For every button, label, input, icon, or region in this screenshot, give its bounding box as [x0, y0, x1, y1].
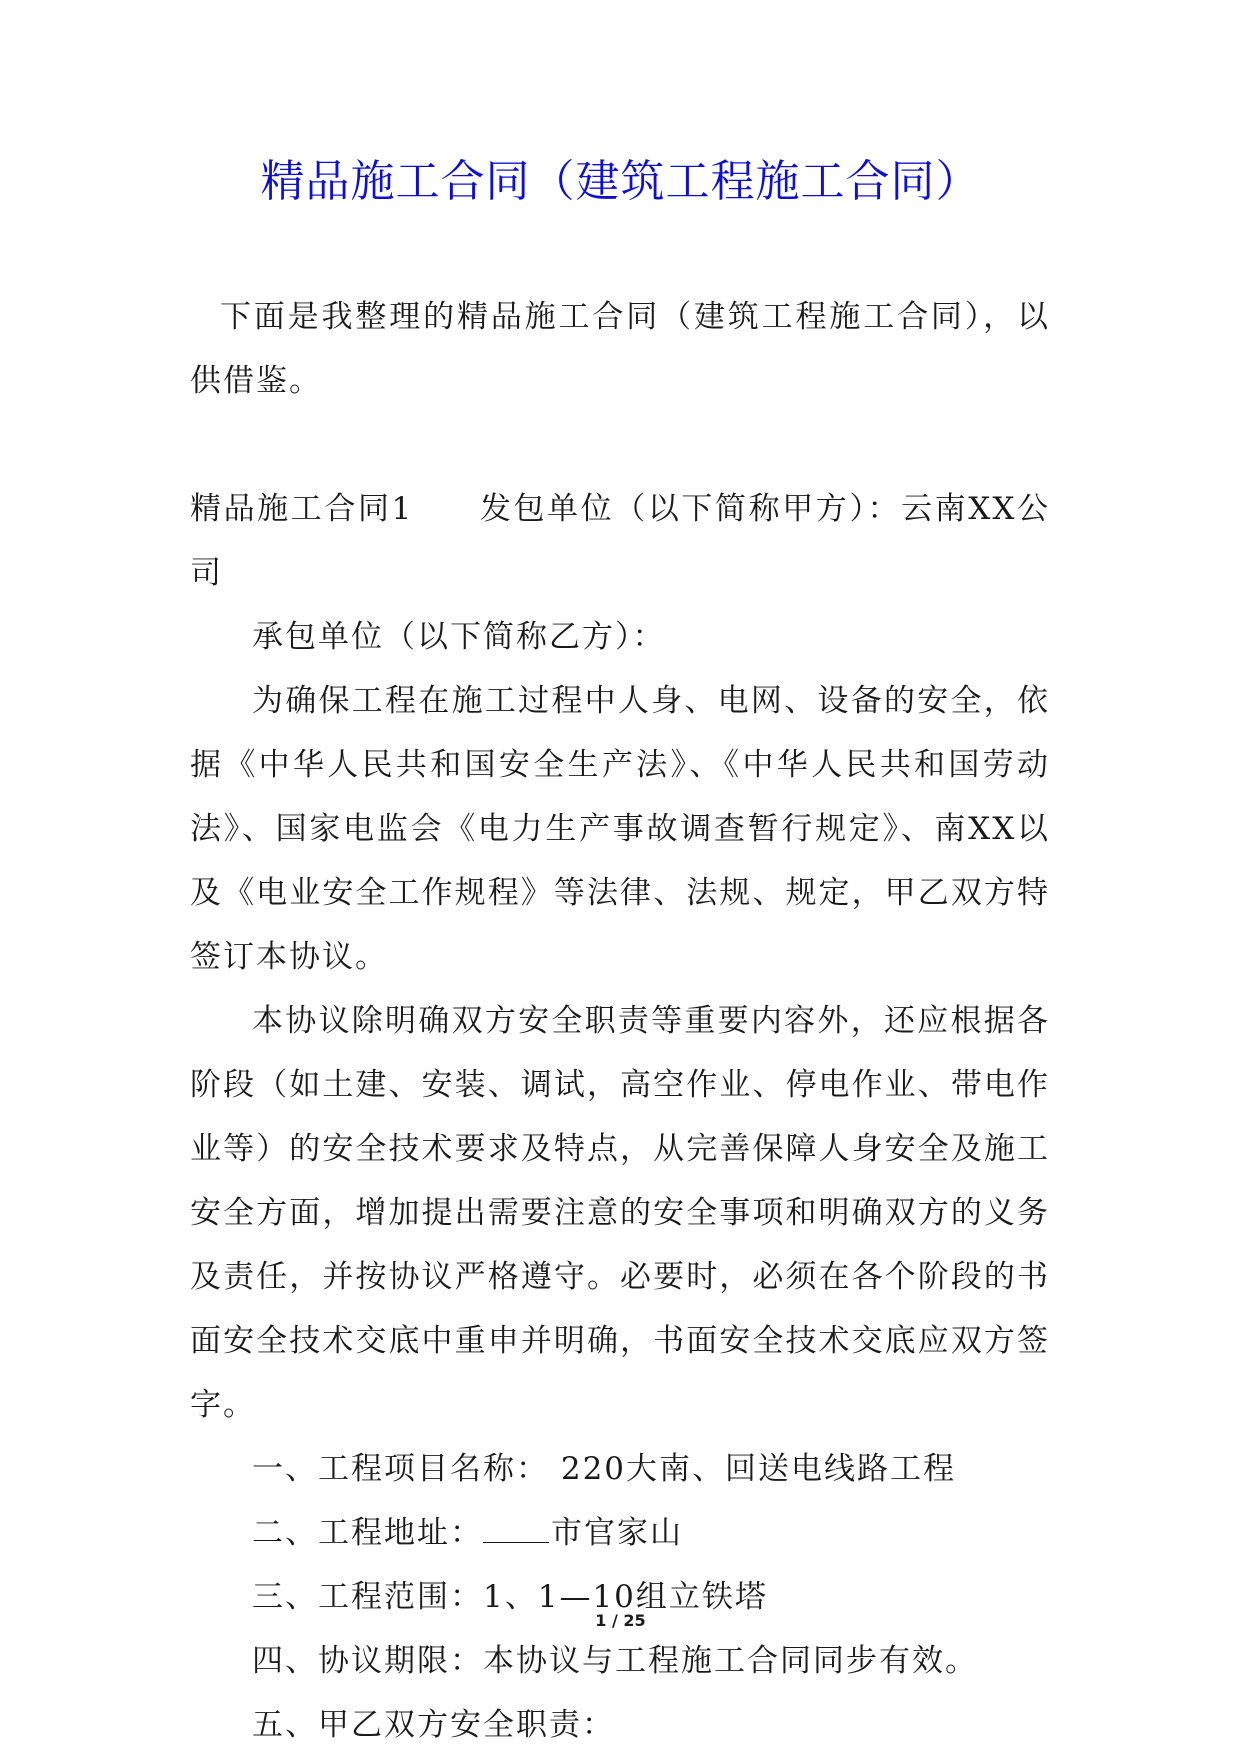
legal-basis-paragraph: 为确保工程在施工过程中人身、电网、设备的安全，依据《中华人民共和国安全生产法》、《中华人民共和国劳动法》、国家电监会《电力生产事故调查暂行规定》、南XX以及《电业安全工作规程》等法律、法规、规定，甲乙双方特签订本协议。 — [190, 683, 1050, 975]
section-label: 精品施工合同1 — [190, 491, 414, 527]
clause-project-name: 一、工程项目名称： 220大南、回送电线路工程 — [252, 1451, 957, 1487]
document-title: 精品施工合同（建筑工程施工合同） — [260, 156, 981, 207]
intro-paragraph: 下面是我整理的精品施工合同（建筑工程施工合同），以供借鉴。 — [190, 299, 1050, 399]
clause-address-prefix: 二、工程地址： — [252, 1515, 483, 1551]
clause-agreement-term: 四、协议期限：本协议与工程施工合同同步有效。 — [252, 1643, 978, 1679]
document-body — [190, 285, 1050, 1757]
party-a-line: 发包单位（以下简称甲方）：云南XX公司 — [190, 491, 1050, 591]
party-b-line: 承包单位（以下简称乙方）： — [252, 619, 666, 655]
clause-address-suffix: 市官家山 — [551, 1515, 683, 1551]
section-heading-line — [190, 477, 1050, 605]
blank-underline — [483, 1516, 549, 1543]
page-number: 1 / 25 — [595, 1611, 646, 1630]
scope-paragraph: 本协议除明确双方安全职责等重要内容外，还应根据各阶段（如土建、安装、调试，高空作业、停电作业、带电作业等）的安全技术要求及特点，从完善保障人身安全及施工安全方面，增加提出需要注意的安全事项和明确双方的义务及责任，并按协议严格遵守。必要时，必须在各个阶段的书面安全技术交底中重申并明确，书面安全技术交底应双方签字。 — [190, 1003, 1050, 1423]
clause-project-address — [190, 1501, 1050, 1565]
clause-project-scope: 三、工程范围：1、1—10组立铁塔 — [252, 1579, 768, 1615]
clause-safety-duties: 五、甲乙双方安全职责： — [252, 1707, 615, 1743]
